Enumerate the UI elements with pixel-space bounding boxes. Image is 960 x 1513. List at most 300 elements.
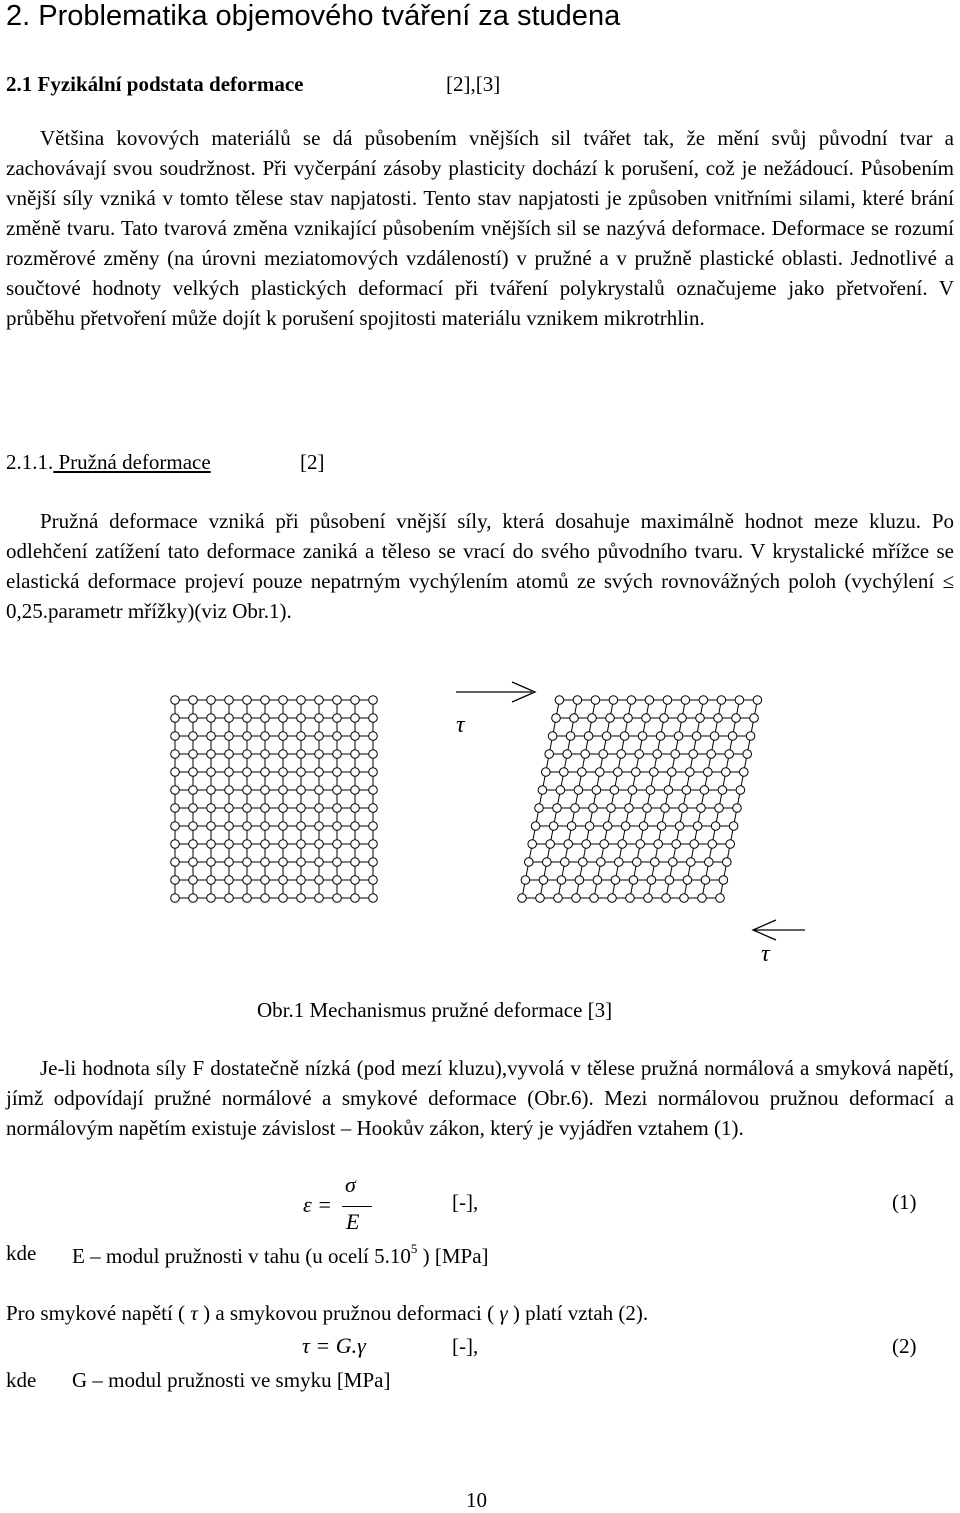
undeformed-lattice-atom: [171, 840, 180, 849]
sheared-lattice-atom: [716, 894, 725, 903]
sheared-lattice-column-line: [666, 700, 703, 898]
undeformed-lattice-atom: [225, 822, 234, 831]
sheared-lattice-atom: [557, 876, 566, 885]
undeformed-lattice-atom: [261, 804, 270, 813]
undeformed-lattice-atom: [261, 786, 270, 795]
sheared-lattice-atom: [606, 714, 615, 723]
undeformed-lattice-atom: [261, 732, 270, 741]
paragraph-physical-basis: [6, 123, 954, 333]
sheared-lattice-atom: [552, 714, 561, 723]
undeformed-lattice-atom: [207, 696, 216, 705]
undeformed-lattice-atom: [279, 786, 288, 795]
sheared-lattice-atom: [660, 714, 669, 723]
undeformed-lattice-atom: [171, 822, 180, 831]
sheared-lattice-atom: [597, 858, 606, 867]
sheared-lattice-atom: [683, 876, 692, 885]
undeformed-lattice-atom: [189, 876, 198, 885]
equation-2-expression: τ = G.γ: [302, 1333, 366, 1358]
undeformed-lattice-atom: [243, 894, 252, 903]
undeformed-lattice-atom: [315, 768, 324, 777]
sheared-lattice-atom: [689, 750, 698, 759]
undeformed-lattice-atom: [369, 696, 378, 705]
undeformed-lattice-atom: [225, 732, 234, 741]
sheared-lattice-atom: [518, 894, 527, 903]
sheared-lattice-atom: [662, 894, 671, 903]
less-equal-symbol: ≤: [942, 569, 954, 593]
undeformed-lattice-atom: [171, 858, 180, 867]
paragraph-elastic-text-after: 0,25.parametr mřížky)(viz Obr.1).: [6, 599, 292, 623]
undeformed-lattice-atom: [351, 822, 360, 831]
undeformed-lattice-atom: [315, 822, 324, 831]
sheared-lattice-atom: [528, 840, 537, 849]
paragraph-elastic-text-before: Pružná deformace vzniká při působení vnější síly, která dosahuje maximálně hodnot meze kluzu. Po odlehčení zatížení tato deformace zaniká a těleso se vrací do svého původního tvaru. V krystalické mřížce se elastická deformace projeví pouze nepatrným vychýlením atomů ze svých rovnovážných poloh (vychýlení: [6, 509, 954, 593]
undeformed-lattice-atom: [243, 768, 252, 777]
sheared-lattice-atom: [686, 768, 695, 777]
sheared-lattice-atom: [618, 840, 627, 849]
undeformed-lattice-atom: [207, 894, 216, 903]
undeformed-lattice-atom: [225, 750, 234, 759]
undeformed-lattice-atom: [297, 732, 306, 741]
undeformed-lattice-atom: [189, 696, 198, 705]
undeformed-lattice-atom: [369, 714, 378, 723]
fraction-bar: [342, 1206, 372, 1207]
sheared-lattice-atom: [542, 768, 551, 777]
sheared-lattice-atom: [567, 822, 576, 831]
undeformed-lattice-atom: [279, 804, 288, 813]
sheared-lattice-atom: [663, 696, 672, 705]
sheared-lattice-atom: [717, 696, 726, 705]
sheared-lattice-atom: [563, 750, 572, 759]
undeformed-lattice-atom: [243, 750, 252, 759]
undeformed-lattice-atom: [279, 714, 288, 723]
undeformed-lattice-atom: [369, 840, 378, 849]
sheared-lattice-atom: [621, 822, 630, 831]
undeformed-lattice-atom: [315, 786, 324, 795]
sheared-lattice-atom: [581, 750, 590, 759]
undeformed-lattice-atom: [189, 822, 198, 831]
undeformed-lattice-atom: [243, 858, 252, 867]
sheared-lattice-atom: [718, 786, 727, 795]
sheared-lattice-atom: [615, 858, 624, 867]
undeformed-lattice-atom: [297, 840, 306, 849]
sheared-lattice-atom: [651, 858, 660, 867]
undeformed-lattice-atom: [243, 876, 252, 885]
undeformed-lattice-atom: [261, 750, 270, 759]
undeformed-lattice-atom: [261, 858, 270, 867]
undeformed-lattice-atom: [369, 732, 378, 741]
undeformed-lattice-atom: [297, 786, 306, 795]
sheared-lattice-atom: [579, 858, 588, 867]
undeformed-lattice-atom: [279, 876, 288, 885]
sheared-lattice-atom: [678, 714, 687, 723]
undeformed-lattice-atom: [261, 768, 270, 777]
undeformed-lattice-atom: [243, 804, 252, 813]
undeformed-lattice-atom: [369, 804, 378, 813]
undeformed-lattice-atom: [351, 714, 360, 723]
undeformed-lattice-atom: [243, 840, 252, 849]
sheared-lattice-atom: [643, 804, 652, 813]
sheared-lattice-atom: [600, 840, 609, 849]
bottom-shear-arrow: [753, 920, 805, 940]
undeformed-lattice-atom: [207, 732, 216, 741]
undeformed-lattice-atom: [243, 786, 252, 795]
sheared-lattice-atom: [610, 786, 619, 795]
shear-stress-sentence: [6, 1301, 648, 1326]
undeformed-lattice-atom: [171, 750, 180, 759]
undeformed-lattice-atom: [225, 786, 234, 795]
undeformed-lattice-atom: [261, 876, 270, 885]
undeformed-lattice-atom: [261, 714, 270, 723]
undeformed-lattice-atom: [279, 750, 288, 759]
sheared-lattice-column-line: [558, 700, 595, 898]
undeformed-lattice-atom: [351, 786, 360, 795]
undeformed-lattice-atom: [297, 894, 306, 903]
kde-definition-2: G – modul pružnosti ve smyku [MPa]: [72, 1368, 391, 1392]
sheared-lattice-atom: [535, 804, 544, 813]
undeformed-lattice-atom: [297, 876, 306, 885]
sheared-lattice-atom: [521, 876, 530, 885]
sheared-lattice-atom: [574, 786, 583, 795]
sheared-lattice-atom: [573, 696, 582, 705]
undeformed-lattice-atom: [369, 894, 378, 903]
sheared-lattice-atom: [585, 822, 594, 831]
undeformed-lattice-atom: [207, 876, 216, 885]
subsection-title: Pružná deformace: [53, 450, 211, 474]
sheared-lattice-atom: [699, 696, 708, 705]
sheared-lattice-column-line: [522, 700, 559, 898]
figure-caption: Obr.1 Mechanismus pružné deformace [3]: [257, 998, 613, 1022]
sheared-lattice-atom: [687, 858, 696, 867]
sheared-lattice-column-line: [684, 700, 721, 898]
sheared-lattice-atom: [681, 696, 690, 705]
sheared-lattice-atom: [589, 804, 598, 813]
undeformed-lattice-atom: [171, 786, 180, 795]
sheared-lattice-atom: [705, 858, 714, 867]
equation-1-lhs: ε =: [303, 1192, 333, 1217]
undeformed-lattice: [171, 696, 378, 903]
sheared-lattice-atom: [609, 696, 618, 705]
sheared-lattice-atom: [669, 858, 678, 867]
undeformed-lattice-atom: [189, 714, 198, 723]
undeformed-lattice-atom: [351, 768, 360, 777]
sheared-lattice-atom: [671, 750, 680, 759]
paragraph-hooke-text: Je-li hodnota síly F dostatečně nízká (pod mezí kluzu),vyvolá v tělese pružná normálová a smyková napětí, jímž odpovídají pružné normálové a smykové deformace (Obr.6). Mezi normálovou pružnou deformací a normálovým napětím existuje závislost – Hookův zákon, který je vyjádřen vztahem (1).: [6, 1056, 954, 1140]
undeformed-lattice-atom: [297, 822, 306, 831]
undeformed-lattice-atom: [243, 714, 252, 723]
sheared-lattice-atom: [690, 840, 699, 849]
undeformed-lattice-atom: [243, 696, 252, 705]
sheared-lattice-atom: [726, 840, 735, 849]
sheared-lattice-atom: [753, 696, 762, 705]
undeformed-lattice-atom: [297, 804, 306, 813]
sheared-lattice-column-line: [576, 700, 613, 898]
tau-label-bottom: τ: [761, 941, 770, 967]
sheared-lattice-atom: [646, 786, 655, 795]
undeformed-lattice-atom: [333, 714, 342, 723]
sheared-lattice-atom: [591, 696, 600, 705]
sheared-lattice-column-line: [702, 700, 739, 898]
sheared-lattice-atom: [696, 714, 705, 723]
undeformed-lattice-atom: [351, 750, 360, 759]
undeformed-lattice-atom: [333, 786, 342, 795]
sheared-lattice-atom: [628, 786, 637, 795]
undeformed-lattice-atom: [351, 840, 360, 849]
sheared-lattice-atom: [608, 894, 617, 903]
sheared-lattice-column-line: [612, 700, 649, 898]
undeformed-lattice-atom: [315, 696, 324, 705]
sheared-lattice-atom: [570, 714, 579, 723]
section-title: 2.1 Fyzikální podstata deformace: [6, 72, 304, 96]
kde-definition-1-text: E – modul pružnosti v tahu (u ocelí 5.10: [72, 1244, 411, 1268]
sheared-lattice-atom: [607, 804, 616, 813]
lattice-figure: [160, 680, 810, 980]
sheared-lattice-atom: [722, 768, 731, 777]
undeformed-lattice-atom: [189, 786, 198, 795]
undeformed-lattice-atom: [351, 894, 360, 903]
undeformed-lattice-atom: [171, 894, 180, 903]
sheared-lattice-atom: [701, 876, 710, 885]
sheared-lattice-atom: [707, 750, 716, 759]
equation-2-number: (2): [892, 1334, 917, 1358]
undeformed-lattice-atom: [207, 804, 216, 813]
undeformed-lattice-atom: [189, 894, 198, 903]
undeformed-lattice-atom: [225, 804, 234, 813]
sheared-lattice-atom: [545, 750, 554, 759]
undeformed-lattice-atom: [369, 750, 378, 759]
sheared-lattice-atom: [602, 732, 611, 741]
undeformed-lattice-atom: [279, 768, 288, 777]
undeformed-lattice-atom: [189, 804, 198, 813]
paragraph-hooke-law: [6, 1053, 954, 1143]
undeformed-lattice-atom: [207, 786, 216, 795]
sheared-lattice-atom: [642, 714, 651, 723]
sheared-lattice-atom: [708, 840, 717, 849]
undeformed-lattice-atom: [333, 840, 342, 849]
sheared-lattice-atom: [657, 822, 666, 831]
sheared-lattice-atom: [571, 804, 580, 813]
undeformed-lattice-atom: [225, 894, 234, 903]
sheared-lattice-atom: [627, 696, 636, 705]
undeformed-lattice-atom: [315, 840, 324, 849]
undeformed-lattice-atom: [279, 732, 288, 741]
sheared-lattice-atom: [614, 768, 623, 777]
undeformed-lattice-atom: [315, 894, 324, 903]
sheared-lattice-atom: [617, 750, 626, 759]
undeformed-lattice-atom: [189, 858, 198, 867]
undeformed-lattice-atom: [279, 822, 288, 831]
kde-definition-1: [72, 1241, 489, 1269]
undeformed-lattice-atom: [369, 768, 378, 777]
sheared-lattice-atom: [647, 876, 656, 885]
undeformed-lattice-atom: [351, 804, 360, 813]
undeformed-lattice-atom: [171, 696, 180, 705]
kde-label-2: kde: [6, 1368, 37, 1392]
sheared-lattice-atom: [672, 840, 681, 849]
sheared-lattice-atom: [603, 822, 612, 831]
undeformed-lattice-atom: [207, 858, 216, 867]
sheared-lattice-atom: [538, 786, 547, 795]
sheared-lattice-atom: [564, 840, 573, 849]
sheared-lattice-atom: [611, 876, 620, 885]
sheared-lattice-atom: [620, 732, 629, 741]
section-heading: [6, 72, 501, 97]
sheared-lattice-atom: [664, 786, 673, 795]
sheared-lattice-atom: [729, 822, 738, 831]
sheared-lattice-atom: [635, 750, 644, 759]
sheared-lattice-atom: [632, 768, 641, 777]
undeformed-lattice-atom: [297, 750, 306, 759]
kde-label-1: kde: [6, 1241, 37, 1265]
sheared-lattice-atom: [719, 876, 728, 885]
undeformed-lattice-atom: [369, 786, 378, 795]
top-shear-arrow: [456, 682, 535, 702]
sheared-lattice-atom: [711, 822, 720, 831]
sheared-lattice-column-line: [720, 700, 757, 898]
sheared-lattice-atom: [592, 786, 601, 795]
sheared-lattice-atom: [553, 804, 562, 813]
undeformed-lattice-atom: [315, 732, 324, 741]
undeformed-lattice-atom: [351, 732, 360, 741]
undeformed-lattice-atom: [171, 714, 180, 723]
undeformed-lattice-atom: [207, 768, 216, 777]
sheared-lattice-atom: [746, 732, 755, 741]
sheared-lattice-atom: [582, 840, 591, 849]
shear-sentence-part2: ) a smykovou pružnou deformaci (: [197, 1301, 500, 1325]
undeformed-lattice-atom: [243, 822, 252, 831]
undeformed-lattice-atom: [207, 750, 216, 759]
sheared-lattice-atom: [555, 696, 564, 705]
sheared-lattice-atom: [650, 768, 659, 777]
kde-definition-1-unit: ) [MPa]: [417, 1244, 489, 1268]
sheared-lattice-atom: [710, 732, 719, 741]
undeformed-lattice-atom: [333, 876, 342, 885]
undeformed-lattice-atom: [225, 696, 234, 705]
subsection-reference: [2]: [300, 450, 325, 474]
sheared-lattice-atom: [697, 804, 706, 813]
undeformed-lattice-atom: [333, 804, 342, 813]
sheared-lattice-column-line: [594, 700, 631, 898]
sheared-lattice-atom: [566, 732, 575, 741]
sheared-lattice-atom: [549, 822, 558, 831]
undeformed-lattice-atom: [225, 876, 234, 885]
sheared-lattice-atom: [743, 750, 752, 759]
shear-sentence-part3: ) platí vztah (2).: [507, 1301, 649, 1325]
undeformed-lattice-atom: [351, 858, 360, 867]
undeformed-lattice-atom: [333, 894, 342, 903]
sheared-lattice-column-line: [540, 700, 577, 898]
sheared-lattice-atom: [715, 804, 724, 813]
undeformed-lattice-atom: [297, 858, 306, 867]
sheared-lattice-column-line: [630, 700, 667, 898]
sheared-lattice-atom: [704, 768, 713, 777]
sheared-lattice-atom: [740, 768, 749, 777]
tau-symbol: τ: [190, 1301, 198, 1325]
undeformed-lattice-atom: [333, 696, 342, 705]
sheared-lattice-atom: [624, 714, 633, 723]
sheared-lattice-atom: [668, 768, 677, 777]
undeformed-lattice-atom: [315, 876, 324, 885]
sheared-lattice-atom: [531, 822, 540, 831]
sheared-lattice-atom: [561, 858, 570, 867]
undeformed-lattice-atom: [369, 822, 378, 831]
sheared-lattice-atom: [539, 876, 548, 885]
undeformed-lattice-atom: [279, 894, 288, 903]
undeformed-lattice-atom: [189, 840, 198, 849]
equation-1-denominator: E: [346, 1209, 360, 1234]
sheared-lattice-atom: [723, 858, 732, 867]
sheared-lattice-atom: [626, 894, 635, 903]
sheared-lattice-atom: [661, 804, 670, 813]
sheared-lattice-atom: [633, 858, 642, 867]
undeformed-lattice-atom: [261, 840, 270, 849]
sheared-lattice-atom: [593, 876, 602, 885]
shear-sentence-part1: Pro smykové napětí (: [6, 1301, 191, 1325]
undeformed-lattice-atom: [333, 732, 342, 741]
sheared-lattice-atom: [680, 894, 689, 903]
sheared-lattice-atom: [654, 840, 663, 849]
sheared-lattice-atom: [653, 750, 662, 759]
sheared-lattice-atom: [584, 732, 593, 741]
section-reference: [2],[3]: [446, 72, 501, 96]
sheared-lattice-atom: [736, 786, 745, 795]
sheared-lattice-atom: [629, 876, 638, 885]
sheared-lattice-atom: [682, 786, 691, 795]
sheared-lattice-atom: [714, 714, 723, 723]
sheared-lattice-atom: [639, 822, 648, 831]
undeformed-lattice-atom: [315, 804, 324, 813]
sheared-lattice-atom: [725, 750, 734, 759]
undeformed-lattice-atom: [261, 696, 270, 705]
sheared-lattice-atom: [700, 786, 709, 795]
undeformed-lattice-atom: [243, 732, 252, 741]
gamma-symbol: γ: [499, 1301, 508, 1325]
sheared-lattice-atom: [692, 732, 701, 741]
sheared-lattice-atom: [525, 858, 534, 867]
sheared-lattice-atom: [656, 732, 665, 741]
sheared-lattice-atom: [575, 876, 584, 885]
undeformed-lattice-atom: [171, 876, 180, 885]
undeformed-lattice-atom: [297, 714, 306, 723]
undeformed-lattice-atom: [369, 858, 378, 867]
undeformed-lattice-atom: [225, 768, 234, 777]
subsection-heading: [6, 450, 325, 475]
sheared-lattice-atom: [645, 696, 654, 705]
sheared-lattice-atom: [560, 768, 569, 777]
sheared-lattice-atom: [636, 840, 645, 849]
undeformed-lattice-atom: [279, 858, 288, 867]
undeformed-lattice-atom: [333, 768, 342, 777]
undeformed-lattice-atom: [333, 750, 342, 759]
sheared-lattice-atom: [556, 786, 565, 795]
sheared-lattice-atom: [572, 894, 581, 903]
equation-1-unit: [-],: [452, 1190, 479, 1214]
tau-label-top: τ: [456, 712, 465, 738]
sheared-lattice-atom: [548, 732, 557, 741]
undeformed-lattice-atom: [189, 768, 198, 777]
undeformed-lattice-atom: [225, 714, 234, 723]
undeformed-lattice-atom: [369, 876, 378, 885]
sheared-lattice-atom: [625, 804, 634, 813]
sheared-lattice-atom: [588, 714, 597, 723]
undeformed-lattice-atom: [351, 876, 360, 885]
sheared-lattice-atom: [590, 894, 599, 903]
sheared-lattice-atom: [674, 732, 683, 741]
sheared-lattice-atom: [536, 894, 545, 903]
undeformed-lattice-atom: [351, 696, 360, 705]
undeformed-lattice-atom: [333, 822, 342, 831]
sheared-lattice-atom: [675, 822, 684, 831]
sheared-lattice-atom: [638, 732, 647, 741]
